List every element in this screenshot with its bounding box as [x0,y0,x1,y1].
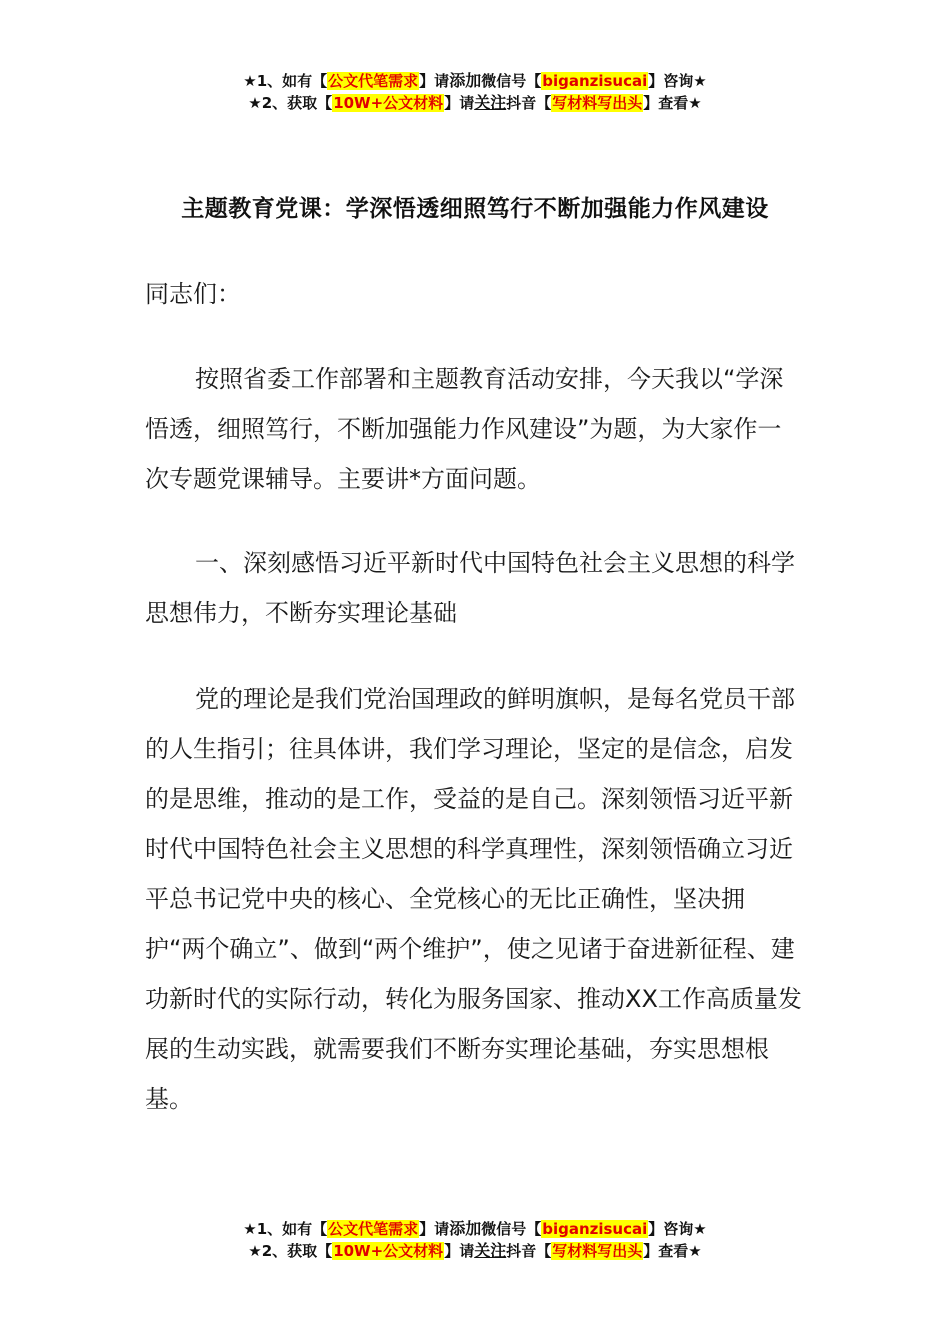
paragraph-body [145,674,805,1124]
banner-text: 】请 [444,94,475,112]
banner-line-1 [0,70,950,92]
section-heading [145,538,805,638]
header-banner [0,70,950,114]
banner-line-2 [0,1240,950,1262]
banner-text: 】请 [444,1242,475,1260]
banner-text: ★1、如有【 [243,72,328,90]
paragraph-text: 党的理论是我们党治国理政的鲜明旗帜，是每名党员干部的人生指引；往具体讲，我们学习理论，坚定的是信念，启发的是思维，推动的是工作，受益的是自己。深刻领悟习近平新时代中国特色社会主义思想的科学真理性，深刻领悟确立习近平总书记党中央的核心、全党核心的无比正确性，坚决拥护“两个确立”、做到“两个维护”，使之见诸于奋进新征程、建功新时代的实际行动，转化为服务国家、推动XX工作高质量发展的生动实践，就需要我们不断夯实理论基础，夯实思想根基。 [145,685,802,1113]
banner-highlight: 10W+公文材料 [333,94,444,112]
greeting-text: 同志们： [145,280,241,308]
banner-text: 抖音【 [506,94,552,112]
banner-douyin-id: 写材料写出头 [552,94,643,112]
banner-text: 】请 [419,1220,450,1238]
section-heading-text: 一、深刻感悟习近平新时代中国特色社会主义思想的科学思想伟力，不断夯实理论基础 [145,549,795,627]
banner-text: 抖音【 [506,1242,552,1260]
banner-emphasis: 添加 [449,71,482,90]
banner-highlight: 10W+公文材料 [333,1242,444,1260]
banner-text: 】咨询★ [648,1220,707,1238]
banner-emphasis: 关注 [474,1241,507,1260]
banner-emphasis: 关注 [474,93,507,112]
footer-banner [0,1218,950,1262]
banner-line-1 [0,1218,950,1240]
banner-highlight: 公文代笔需求 [328,72,419,90]
banner-text: 】咨询★ [648,72,707,90]
banner-text: ★2、获取【 [248,94,333,112]
document-title: 主题教育党课：学深悟透细照笃行不断加强能力作风建设 [181,196,769,222]
paragraph-text: 按照省委工作部署和主题教育活动安排，今天我以“学深悟透，细照笃行，不断加强能力作风建设”为题，为大家作一次专题党课辅导。主要讲*方面问题。 [145,365,784,493]
banner-text: ★2、获取【 [248,1242,333,1260]
banner-wechat-id: biganzisucai [542,1220,648,1238]
banner-text: 】查看★ [643,1242,702,1260]
paragraph-intro [145,354,805,504]
greeting [145,269,805,319]
banner-text: 】查看★ [643,94,702,112]
banner-text: 微信号【 [481,1220,542,1238]
banner-text: 】请 [419,72,450,90]
banner-line-2 [0,92,950,114]
banner-wechat-id: biganzisucai [542,72,648,90]
banner-emphasis: 添加 [449,1219,482,1238]
banner-highlight: 公文代笔需求 [328,1220,419,1238]
banner-text: ★1、如有【 [243,1220,328,1238]
banner-douyin-id: 写材料写出头 [552,1242,643,1260]
banner-text: 微信号【 [481,72,542,90]
